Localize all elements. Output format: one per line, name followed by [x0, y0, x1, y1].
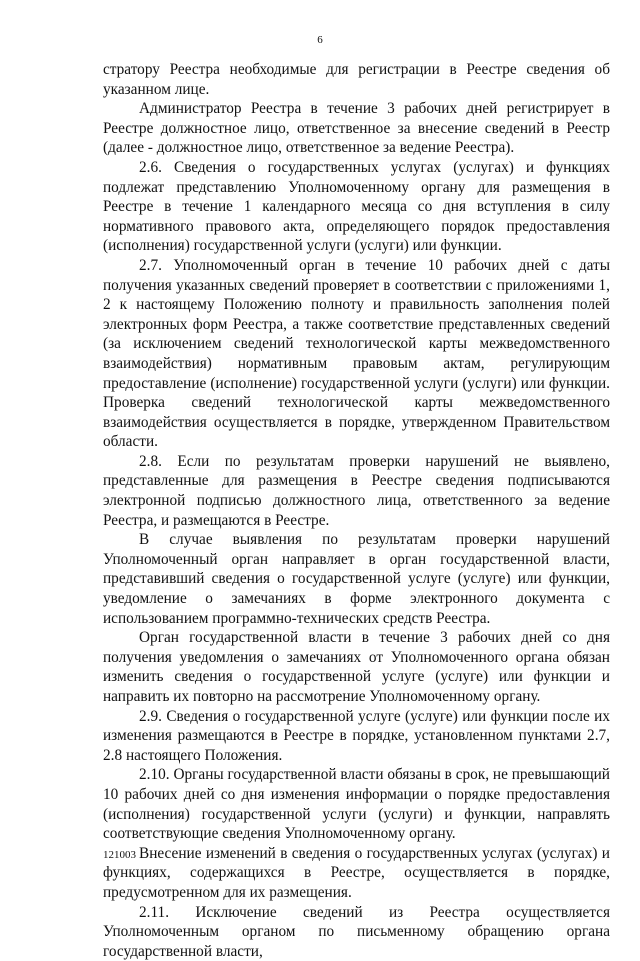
document-body [103, 60, 610, 961]
paragraph-2-6: 2.6. Сведения о государственных услугах (услугах) и функциях подлежат представлению Уполномоченному органу для размещения в Реестре в течение 1 календарного месяца со дня вступления в силу нормативного правового акта, определяющего порядок предоставления (исполнения) государственной услуги (услуги) или функции. [103, 158, 610, 255]
paragraph-registry-admin: Администратор Реестра в течение 3 рабочих дней регистрирует в Реестре должностное лицо, ответственное за внесение сведений в Реестр (далее - должностное лицо, ответственное за ведение Реестра). [103, 100, 610, 157]
page-number: 6 [317, 34, 323, 46]
paragraph-2-11: 2.11. Исключение сведений из Реестра осуществляется Уполномоченным органом по письменному обращению органа государственной власти, [103, 903, 610, 960]
paragraph-changes: Внесение изменений в сведения о государственных услугах (услугах) и функциях, содержащихся в Реестре, осуществляется в порядке, предусмотренном для их размещения. [103, 844, 610, 901]
paragraph-2-8: 2.8. Если по результатам проверки нарушений не выявлено, представленные для размещения в Реестре сведения подписываются электронной подписью должностного лица, ответственного за ведение Реестра, и размещаются в Реестре. [103, 452, 610, 529]
paragraph-authority-response: Орган государственной власти в течение 3 рабочих дней со дня получения уведомления о замечаниях от Уполномоченного органа обязан изменить сведения о государственной услуге (услуге) или функции и направить их повторно на рассмотрение Уполномоченному органу. [103, 629, 610, 705]
document-code: 121003 [103, 849, 136, 861]
paragraph-continuation: стратору Реестра необходимые для регистрации в Реестре сведения об указанном лице. [103, 61, 610, 98]
paragraph-violations: В случае выявления по результатам проверки нарушений Уполномоченный орган направляет в орган государственной власти, представивший сведения о государственной услуге (услуге) или функции, уведомление о замечаниях в форме электронного документа с использованием программно-технических средств Реестра. [103, 531, 610, 627]
paragraph-2-10: 2.10. Органы государственной власти обязаны в срок, не превышающий 10 рабочих дней со дня изменения информации о порядке предоставления (исполнения) государственной услуги (услуги) и функции, направлять соответствующие сведения Уполномоченному органу. [103, 766, 610, 843]
paragraph-2-7: 2.7. Уполномоченный орган в течение 10 рабочих дней с даты получения указанных сведений проверяет в соответствии с приложениями 1, 2 к настоящему Положению полноту и правильность заполнения полей электронных форм Реестра, а также соответствие представленных сведений (за исключением сведений технологической карты межведомственного взаимодействия) нормативным правовым актам, регулирующим предоставление (исполнение) государственной услуги (услуги) или функции. Проверка сведений технологической карты межведомственного взаимодействия осуществляется в порядке, утвержденном Правительством области. [103, 256, 610, 451]
paragraph-2-9: 2.9. Сведения о государственной услуге (услуге) или функции после их изменения размещаются в Реестре в порядке, установленном пунктами 2.7, 2.8 настоящего Положения. [103, 707, 610, 764]
